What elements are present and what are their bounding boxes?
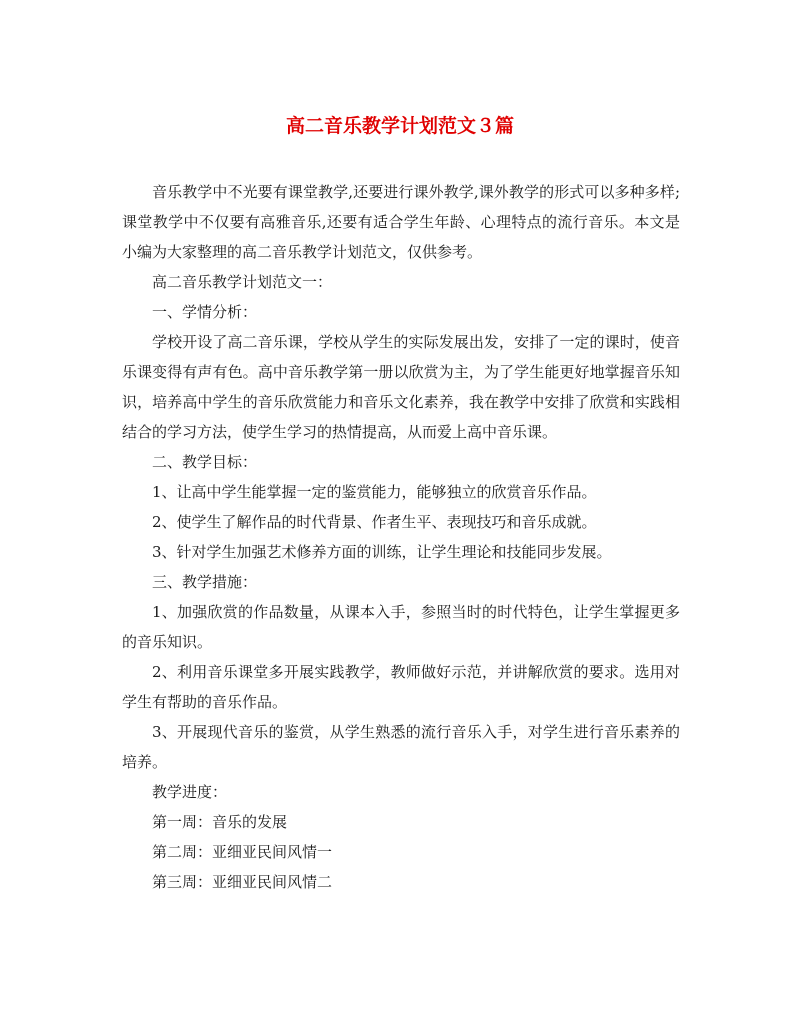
measure-item-1: 1、加强欣赏的作品数量，从课本入手，参照当时的时代特色，让学生掌握更多的音乐知识。 [122, 603, 680, 651]
measure-item-3: 3、开展现代音乐的鉴赏，从学生熟悉的流行音乐入手，对学生进行音乐素养的培养。 [122, 723, 680, 771]
goal-item-3: 3、针对学生加强艺术修养方面的训练，让学生理论和技能同步发展。 [152, 543, 612, 561]
schedule-week-3: 第三周：亚细亚民间风情二 [152, 873, 333, 891]
analysis-paragraph: 学校开设了高二音乐课，学校从学生的实际发展出发，安排了一定的课时，使音乐课变得有声有色。高中音乐教学第一册以欣赏为主，为了学生能更好地掌握音乐知识，培养高中学生的音乐欣赏能力和音乐文化素养，我在教学中安排了欣赏和实践相结合的学习方法，使学生学习的热情提高，从而爱上高中音乐课。 [122, 333, 680, 441]
section-heading-goals: 二、教学目标： [152, 453, 258, 471]
schedule-week-1: 第一周：音乐的发展 [152, 813, 288, 831]
document-title: 高二音乐教学计划范文３篇 [285, 115, 514, 137]
schedule-week-2: 第二周：亚细亚民间风情一 [152, 843, 333, 861]
document-body [122, 177, 680, 897]
goal-item-2: 2、使学生了解作品的时代背景、作者生平、表现技巧和音乐成就。 [152, 513, 597, 531]
section-heading-measures: 三、教学措施： [152, 573, 258, 591]
measure-item-2: 2、利用音乐课堂多开展实践教学，教师做好示范，并讲解欣赏的要求。选用对学生有帮助的音乐作品。 [122, 663, 680, 711]
goal-item-1: 1、让高中学生能掌握一定的鉴赏能力，能够独立的欣赏音乐作品。 [152, 483, 597, 501]
intro-paragraph: 音乐教学中不光要有课堂教学,还要进行课外教学,课外教学的形式可以多种多样;课堂教学中不仅要有高雅音乐,还要有适合学生年龄、心理特点的流行音乐。本文是小编为大家整理的高二音乐教学计划范文，仅供参考。 [122, 183, 680, 261]
section-heading-plan-one: 高二音乐教学计划范文一： [152, 273, 333, 291]
section-heading-analysis: 一、学情分析： [152, 303, 258, 321]
section-heading-schedule: 教学进度： [152, 783, 228, 801]
